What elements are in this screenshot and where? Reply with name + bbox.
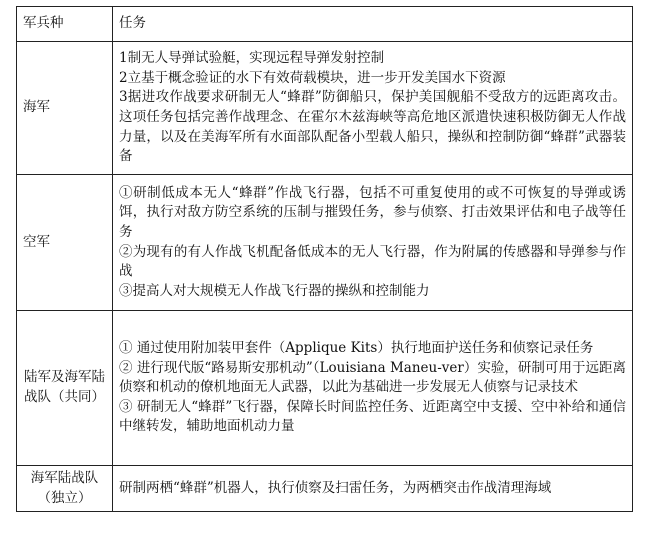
tasks-cell xyxy=(113,42,633,175)
task-item: ②为现有的有人作战飞机配备低成本的无人飞行器，作为附属的传感器和导弹参与作战 xyxy=(119,243,626,280)
document-page xyxy=(16,6,633,512)
task-item: ③ 研制无人“蜂群”飞行器，保障长时间监控任务、近距离空中支援、空中补给和通信中继转发，辅助地面机动力量 xyxy=(119,398,626,435)
tasks-cell xyxy=(113,466,633,512)
table-row xyxy=(17,42,633,175)
table-row xyxy=(17,175,633,311)
table-row xyxy=(17,466,633,512)
branch-cell: 陆军及海军陆战队（共同） xyxy=(17,311,113,466)
task-item: ③提高人对大规模无人作战飞行器的操纵和控制能力 xyxy=(119,282,430,299)
task-item: 3据进攻作战要求研制无人“蜂群”防御船只，保护美国舰船不受敌方的远距离攻击。这项任务包括完善作战理念、在霍尔木兹海峡等高危地区派遣快速积极防御无人作战力量，以及在美海军所有水面部队配备小型载人船只，操纵和控制防御“蜂群”武器装备 xyxy=(119,89,626,165)
branch-cell: 海军陆战队（独立） xyxy=(17,466,113,512)
table-row xyxy=(17,311,633,466)
task-item: ①研制低成本无人“蜂群”作战飞行器，包括不可重复使用的或不可恢复的导弹或诱饵，执行对敌方防空系统的压制与摧毁任务，参与侦察、打击效果评估和电子战等任务 xyxy=(119,184,626,240)
branch-cell: 空军 xyxy=(17,175,113,311)
table-header-row xyxy=(17,7,633,42)
task-item: 研制两栖“蜂群”机器人，执行侦察及扫雷任务，为两栖突击作战清理海域 xyxy=(119,479,552,496)
branch-cell: 海军 xyxy=(17,42,113,175)
task-item: 1制无人导弹试验艇，实现远程导弹发射控制 xyxy=(119,50,385,67)
task-item: ② 进行现代版“路易斯安那机动”（Louisiana Maneu-ver）实验，研制可用于远距离侦察和机动的僚机地面无人武器，以此为基础进一步发展无人侦察与记录技术 xyxy=(119,359,626,396)
tasks-cell xyxy=(113,175,633,311)
tasks-cell xyxy=(113,311,633,466)
header-tasks: 任务 xyxy=(113,7,633,42)
task-item: 2立基于概念验证的水下有效荷载模块，进一步开发美国水下资源 xyxy=(119,69,506,86)
task-table xyxy=(16,6,633,512)
task-item: ① 通过使用附加装甲套件（Applique Kits）执行地面护送任务和侦察记录任务 xyxy=(119,340,594,357)
header-branch: 军兵种 xyxy=(17,7,113,42)
